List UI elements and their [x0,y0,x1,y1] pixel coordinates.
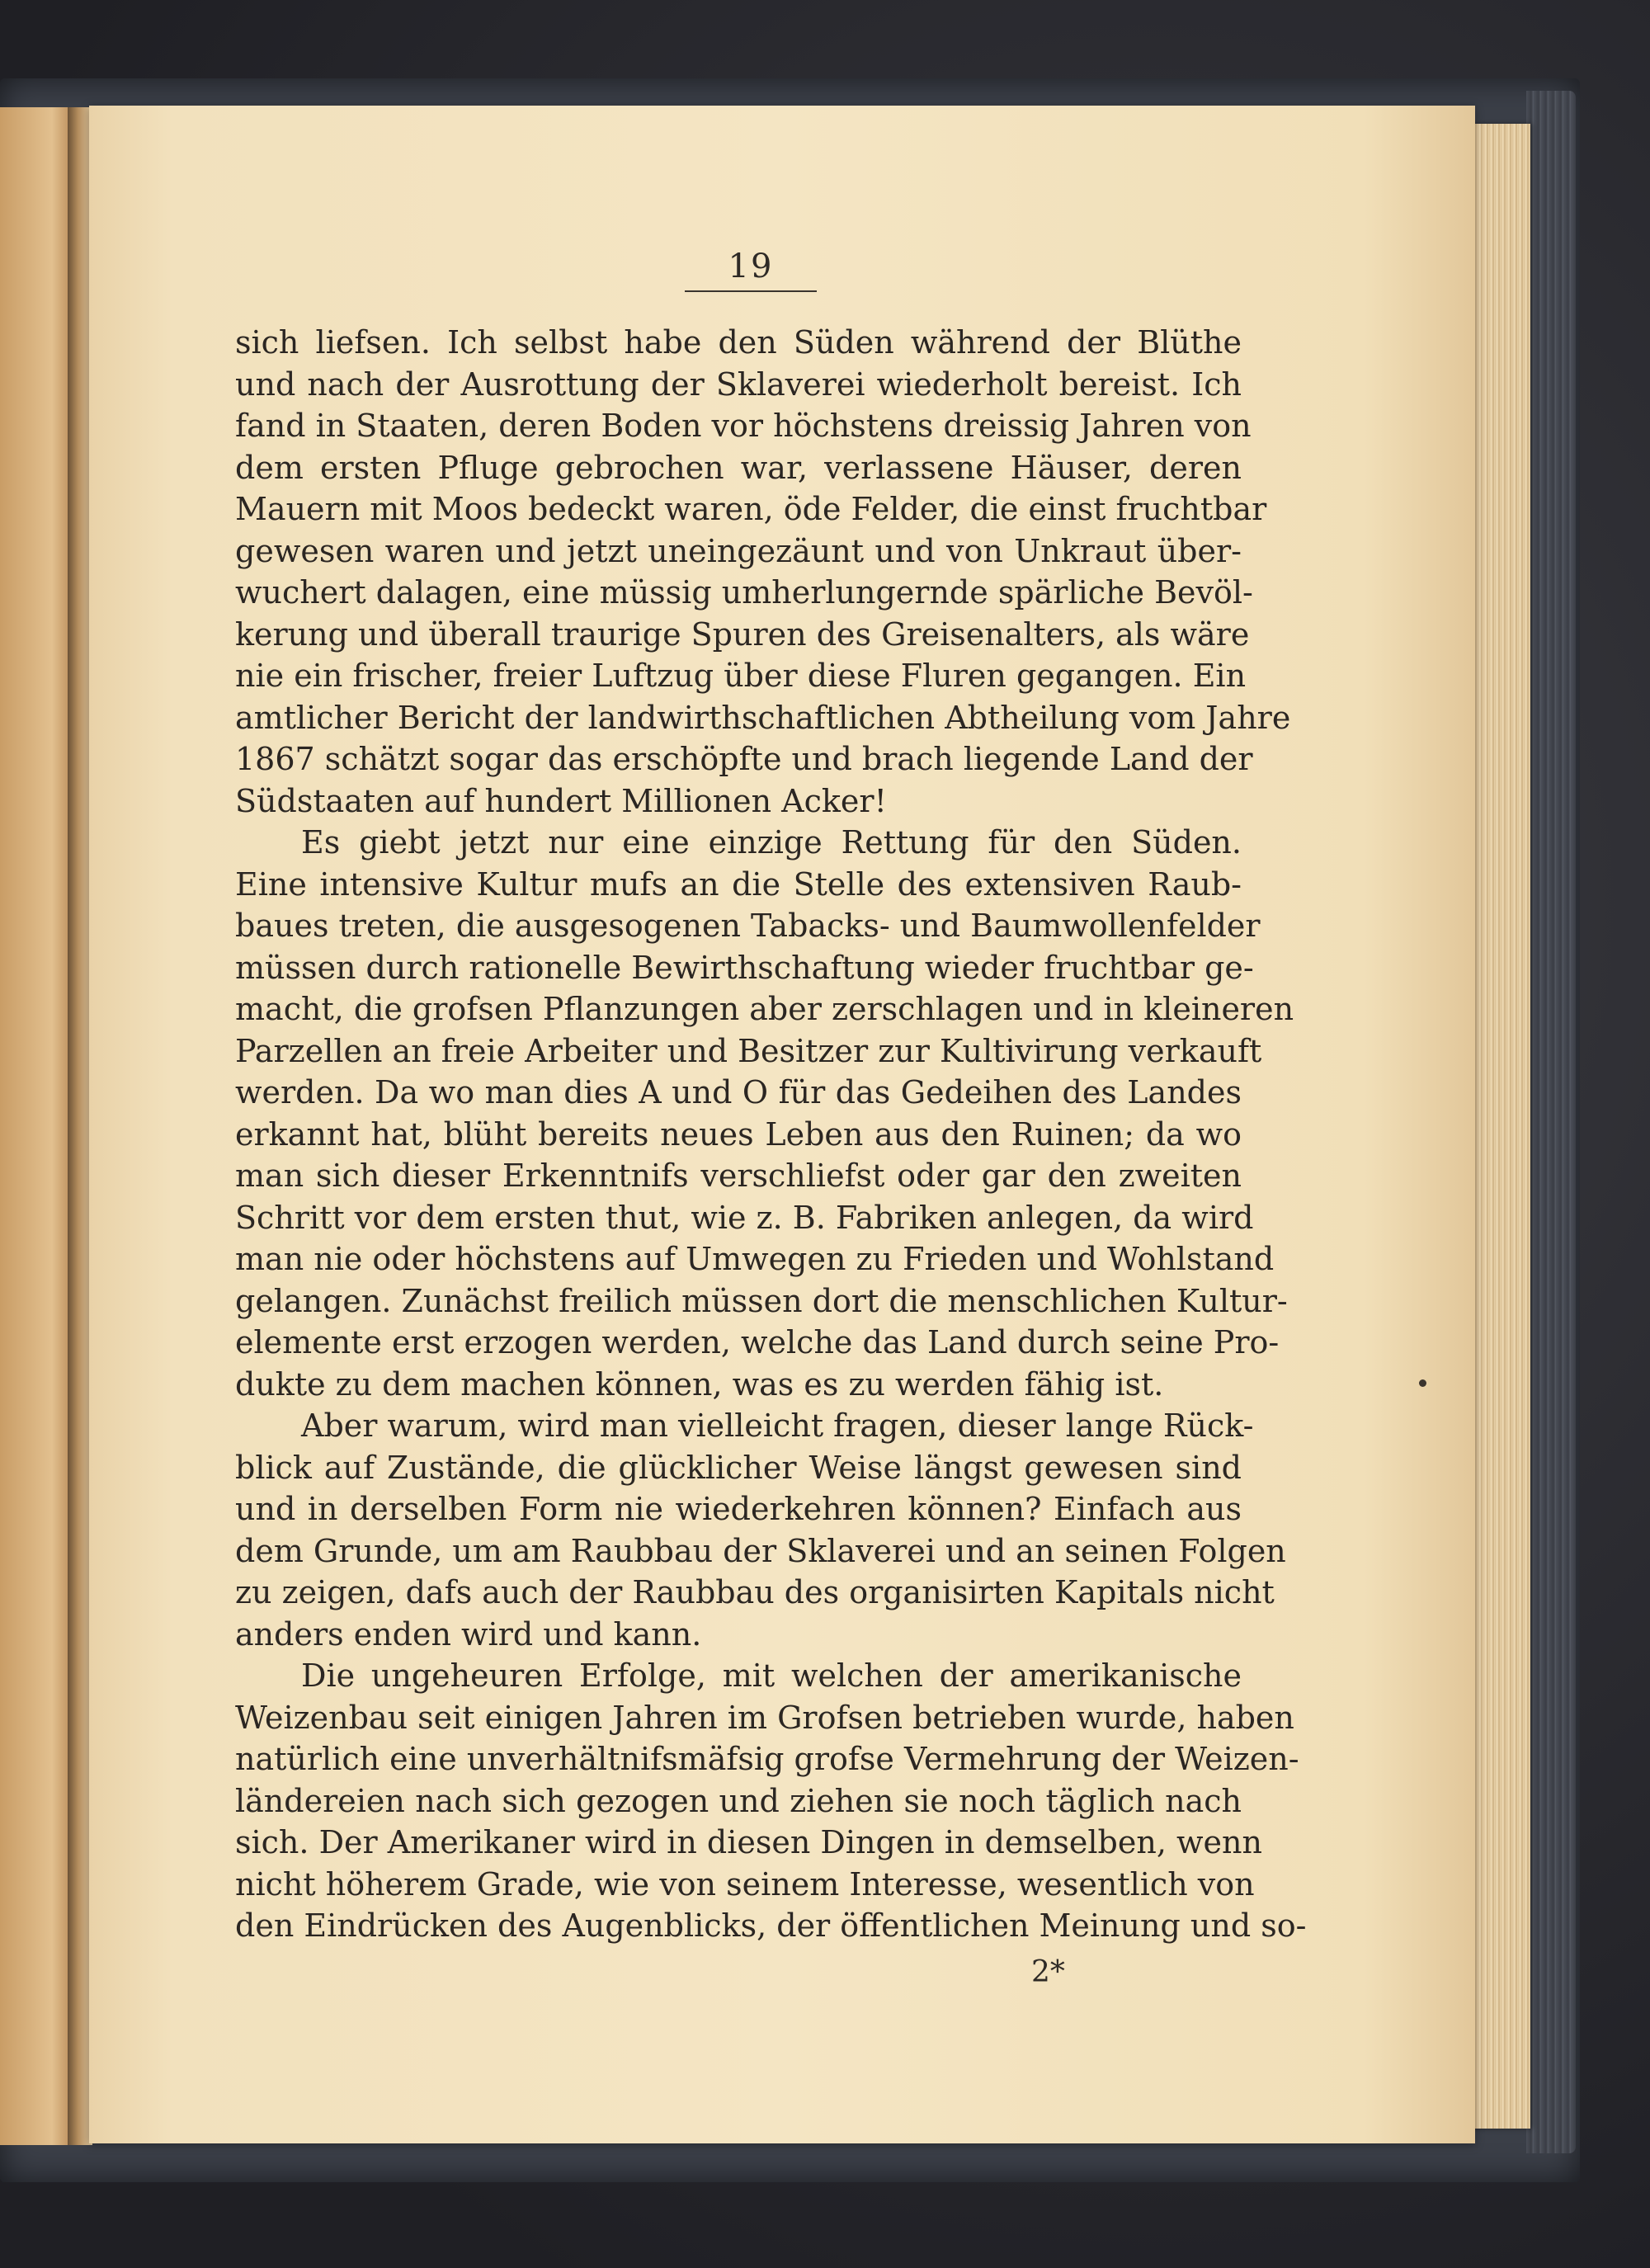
text-line: Aber warum, wird man vielleicht fragen, dieser lange Rück- [301,1407,1254,1444]
text-line: baues treten, die ausgesogenen Tabacks- und Baumwollenfelder [235,908,1261,944]
text-line: dem Grunde, um am Raubbau der Sklaverei und an seinen Folgen [235,1532,1286,1569]
body-text [235,322,1307,1947]
text-line: man sich dieser Erkenntnifs verschliefst oder gar den zweiten [235,1158,1242,1194]
text-line: elemente erst erzogen werden, welche das Land durch seine Pro- [235,1324,1280,1360]
text-line: und nach der Ausrottung der Sklaverei wiederholt bereist. Ich [235,365,1242,403]
text-line: macht, die grofsen Pflanzungen aber zerschlagen und in kleineren [235,991,1294,1027]
page-number: 19 [728,248,774,285]
text-line: den Eindrücken des Augenblicks, der öffentlichen Meinung und so- [235,1907,1307,1944]
text-line: sich. Der Amerikaner wird in diesen Dingen in demselben, wenn [235,1824,1262,1860]
text-line: kerung und überall traurige Spuren des Greisenalters, als wäre [235,615,1250,653]
text-line: dem ersten Pfluge gebrochen war, verlassene Häuser, deren [235,449,1242,486]
text-line: nicht höherem Grade, wie von seinem Interesse, wesentlich von [235,1865,1255,1903]
text-line: Mauern mit Moos bedeckt waren, öde Felder, die einst fruchtbar [235,491,1267,527]
text-line: gewesen waren und jetzt uneingezäunt und von Unkraut über- [235,532,1242,569]
text-line: zu zeigen, dafs auch der Raubbau des organisirten Kapitals nicht [235,1574,1275,1610]
text-line: und in derselben Form nie wiederkehren können? Einfach aus [235,1491,1242,1527]
text-line: Weizenbau seit einigen Jahren im Grofsen betrieben wurde, haben [235,1699,1294,1736]
text-line: dukte zu dem machen können, was es zu werden fähig ist. [235,1365,1164,1403]
text-line: Schritt vor dem ersten thut, wie z. B. Fabriken anlegen, da wird [235,1199,1254,1236]
text-line: Es giebt jetzt nur eine einzige Rettung für den Süden. [301,824,1242,861]
text-line: gelangen. Zunächst freilich müssen dort die menschlichen Kultur- [235,1282,1288,1319]
text-line: Die ungeheuren Erfolge, mit welchen der amerikanische [301,1657,1242,1694]
text-line: ländereien nach sich gezogen und ziehen sie noch täglich nach [235,1782,1242,1819]
text-line: erkannt hat, blüht bereits neues Leben aus den Ruinen; da wo [235,1115,1242,1153]
text-line: werden. Da wo man dies A und O für das Gedeihen des Landes [235,1074,1242,1110]
text-line: fand in Staaten, deren Boden vor höchstens dreissig Jahren von [235,408,1252,444]
text-line: amtlicher Bericht der landwirthschaftlichen Abtheilung vom Jahre [235,699,1291,736]
text-line: Südstaaten auf hundert Millionen Acker! [235,782,887,819]
text-line: man nie oder höchstens auf Umwegen zu Frieden und Wohlstand [235,1241,1275,1277]
text-line: natürlich eine unverhältnifsmäfsig grofse Vermehrung der Weizen- [235,1741,1299,1777]
header-rule [685,290,817,292]
cover-edge [1526,91,1576,2153]
text-line: müssen durch rationelle Bewirthschaftung wieder fruchtbar ge- [235,949,1254,986]
text-line: blick auf Zustände, die glücklicher Weise längst gewesen sind [235,1449,1242,1486]
text-line: Parzellen an freie Arbeiter und Besitzer zur Kultivirung verkauft [235,1032,1262,1069]
ink-speck [1419,1379,1426,1387]
signature-mark: 2* [1031,1955,1065,1989]
text-line: 1867 schätzt sogar das erschöpfte und brach liegende Land der [235,741,1253,777]
text-line: Eine intensive Kultur mufs an die Stelle des extensiven Raub- [235,865,1242,903]
page-header [685,248,817,292]
text-line: anders enden wird und kann. [235,1615,702,1653]
text-line: nie ein frischer, freier Luftzug über diese Fluren gegangen. Ein [235,658,1247,694]
left-page-edge [0,107,74,2145]
text-line: sich liefsen. Ich selbst habe den Süden während der Blüthe [235,324,1242,361]
text-line: wuchert dalagen, eine müssig umherlungernde spärliche Bevöl- [235,574,1253,611]
